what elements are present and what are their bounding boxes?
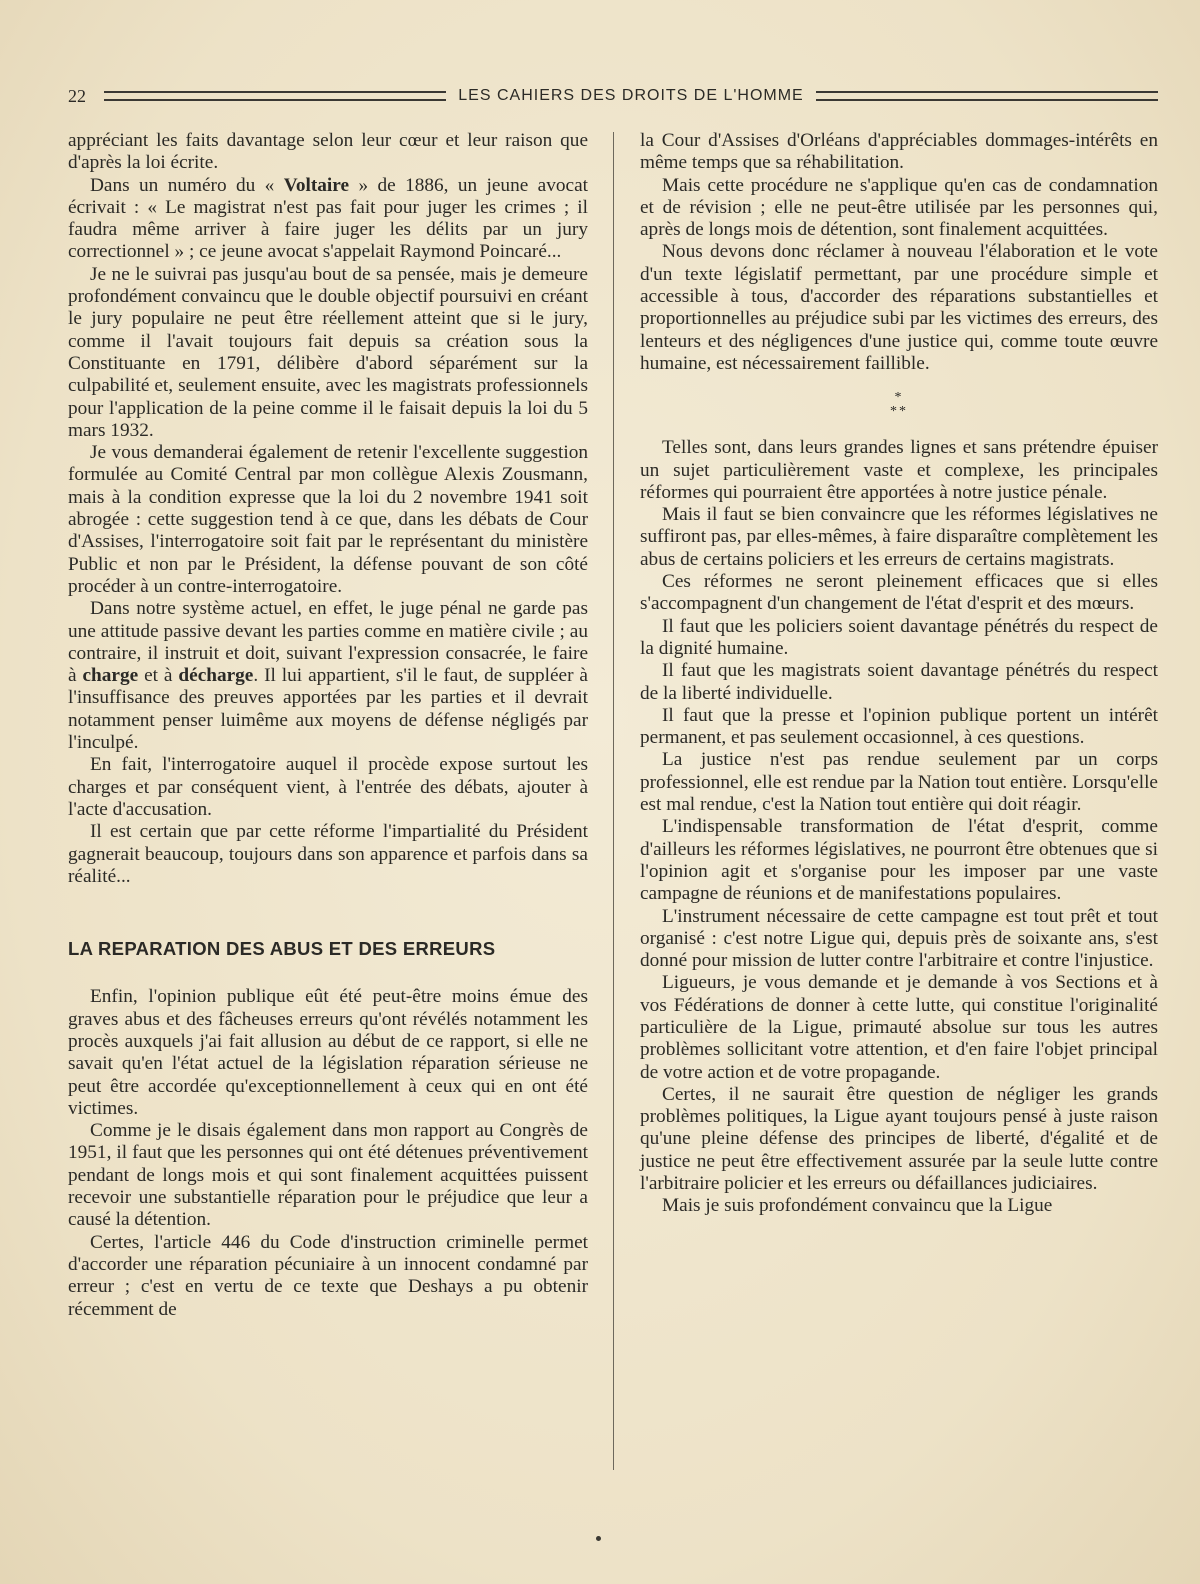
paragraph: Je ne le suivrai pas jusqu'au bout de sa pensée, mais je demeure profondément convaincu que le double objectif poursuivi en créant le jury populaire ne peut être réellement atteint que si le jury, comme il l'avait toujours fait depuis sa création sous la Constituante en 1791, délibère d'abord séparément sur la culpabilité et, seulement ensuite, avec les magistrats professionnels pour l'application de la peine comme il le faisait depuis la loi du 5 mars 1932.	[68, 263, 588, 441]
paragraph: Ces réformes ne seront pleinement efficaces que si elles s'accompagnent d'un changement de l'état d'esprit et des mœurs.	[640, 571, 1158, 615]
text-run: Dans notre système actuel, en effet, le juge pénal ne garde pas une attitude passive devant les parties comme en matière civile ; au contraire, il instruit et doit, suivant l'expression consacrée, le faire à	[68, 598, 588, 687]
header-rule-right	[816, 91, 1158, 101]
emphasis: décharge	[178, 665, 254, 687]
text-run: . Il lui appartient, s'il le faut, de suppléer à l'insuffisance des preuves apportées par les parties et il devrait notamment penser luimême aux moyens de défense négligés par l'inculpé.	[68, 665, 588, 754]
paragraph: Mais cette procédure ne s'applique qu'en cas de condamnation et de révision ; elle ne peut-être utilisée par les personnes qui, après de longs mois de détention, sont finalement acquittées.	[640, 174, 1158, 241]
emphasis: charge	[82, 665, 139, 687]
paragraph: L'instrument nécessaire de cette campagne est tout prêt et tout organisé : c'est notre Ligue qui, depuis près de soixante ans, s'est donné pour mission de lutter contre l'arbitraire et contre l'injustice.	[640, 905, 1158, 972]
print-mark	[596, 1536, 601, 1541]
header-rule-left	[104, 91, 446, 101]
paragraph: Enfin, l'opinion publique eût été peut-être moins émue des graves abus et des fâcheuses erreurs qu'ont révélés notamment les procès auxquels j'ai fait allusion au début de ce rapport, si elle ne savait qu'en l'état actuel de la législation réparation sérieuse ne peut être accordée qu'exceptionnellement à ceux qui en ont été victimes.	[68, 986, 588, 1119]
paragraph: Certes, l'article 446 du Code d'instruction criminelle permet d'accorder une réparation pécuniaire à un innocent condamné par erreur ; c'est en vertu de ce texte que Deshays a pu obtenir récemment de	[68, 1231, 588, 1320]
page-number: 22	[68, 85, 86, 106]
running-title: LES CAHIERS DES DROITS DE L'HOMME	[458, 87, 804, 104]
paragraph: Certes, il ne saurait être question de négliger les grands problèmes politiques, la Ligue ayant toujours pensé à juste raison qu'une pleine défense des principes de liberté, d'égalité et de justice ne peut être effectivement assurée par la seule lutte contre l'arbitraire policier et les erreurs ou défaillances judiciaires.	[640, 1083, 1158, 1195]
section-heading: LA REPARATION DES ABUS ET DES ERREURS	[68, 938, 496, 960]
paragraph: Nous devons donc réclamer à nouveau l'élaboration et le vote d'un texte législatif permettant, par une procédure simple et accessible à tous, d'accorder des réparations substantielles et proportionnelles au préjudice subi par les victimes des erreurs, des lenteurs et des négligences d'une justice qui, comme toute œuvre humaine, est nécessairement faillible.	[640, 241, 1158, 374]
journal-name: Voltaire	[283, 174, 350, 196]
left-column	[68, 130, 588, 1321]
paragraph: Mais il faut se bien convaincre que les réformes législatives ne suffiront pas, par elles-mêmes, à faire disparaître complètement les abus de certains policiers et les erreurs de certains magistrats.	[640, 504, 1158, 570]
paragraph: La justice n'est pas rendue seulement par un corps professionnel, elle est rendue par la Nation tout entière. Lorsqu'elle est mal rendue, c'est la Nation tout entière qui doit réagir.	[640, 749, 1158, 816]
right-column	[640, 130, 1158, 1218]
asterism	[640, 391, 1158, 419]
paragraph: Telles sont, dans leurs grandes lignes et sans prétendre épuiser un sujet particulièrement vaste et complexe, les principales réformes qui pourraient être apportées à notre justice pénale.	[640, 437, 1158, 503]
paragraph: la Cour d'Assises d'Orléans d'appréciables dommages-intérêts en même temps que sa réhabilitation.	[640, 130, 1158, 174]
text-run: et à	[138, 665, 179, 687]
paragraph: L'indispensable transformation de l'état d'esprit, comme d'ailleurs les réformes législatives, ne pourront être obtenues que si l'opinion agit et s'organise pour les imposer par une vaste campagne de réunions et de manifestations populaires.	[640, 816, 1158, 905]
asterism-bottom: **	[890, 404, 908, 420]
paragraph: Il est certain que par cette réforme l'impartialité du Président gagnerait beaucoup, toujours dans son apparence et parfois dans sa réalité...	[68, 821, 588, 887]
paragraph: Il faut que les magistrats soient davantage pénétrés du respect de la liberté individuelle.	[640, 660, 1158, 704]
column-divider	[613, 132, 614, 1470]
paragraph: Comme je le disais également dans mon rapport au Congrès de 1951, il faut que les personnes qui ont été détenues préventivement pendant de longs mois et qui sont finalement acquittées puissent recevoir une substantielle réparation pour le préjudice que leur a causé la détention.	[68, 1120, 588, 1231]
paragraph: Ligueurs, je vous demande et je demande à vos Sections et à vos Fédérations de donner à cette lutte, qui constitue l'originalité particulière de la Ligue, primauté absolue sur tous les autres problèmes sollicitant votre attention, et d'en faire l'objet principal de votre action et de votre propagande.	[640, 972, 1158, 1083]
paragraph: En fait, l'interrogatoire auquel il procède expose surtout les charges et par conséquent vient, à l'entrée des débats, ajouter à l'acte d'accusation.	[68, 754, 588, 820]
paragraph	[68, 598, 588, 754]
paragraph: Je vous demanderai également de retenir l'excellente suggestion formulée au Comité Central par mon collègue Alexis Zousmann, mais à la condition expresse que la loi du 2 novembre 1941 soit abrogée : cette suggestion tend à ce que, dans les débats de Cour d'Assises, l'interrogatoire soit fait par le représentant du ministère Public et non par le Président, la défense pouvant de son côté procéder à un contre-interrogatoire.	[68, 442, 588, 597]
paragraph: Mais je suis profondément convaincu que la Ligue	[662, 1195, 1053, 1217]
paragraph: appréciant les faits davantage selon leur cœur et leur raison que d'après la loi écrite.	[68, 130, 588, 174]
running-header	[68, 84, 1158, 108]
paragraph: Il faut que les policiers soient davantage pénétrés du respect de la dignité humaine.	[640, 615, 1158, 659]
paragraph: Il faut que la presse et l'opinion publique portent un intérêt permanent, et pas seulement occasionnel, à ces questions.	[640, 704, 1158, 749]
asterism-top: *	[894, 390, 904, 406]
text-run: Dans un numéro du «	[90, 174, 284, 196]
paragraph	[68, 175, 588, 264]
text-run: » de 1886, un jeune avocat écrivait : « Le magistrat n'est pas fait pour juger les crimes ; il faudra même arriver à faire juger les délits par un jury correctionnel » ; ce jeune avocat s'appelait Raymond Poincaré...	[68, 174, 588, 263]
